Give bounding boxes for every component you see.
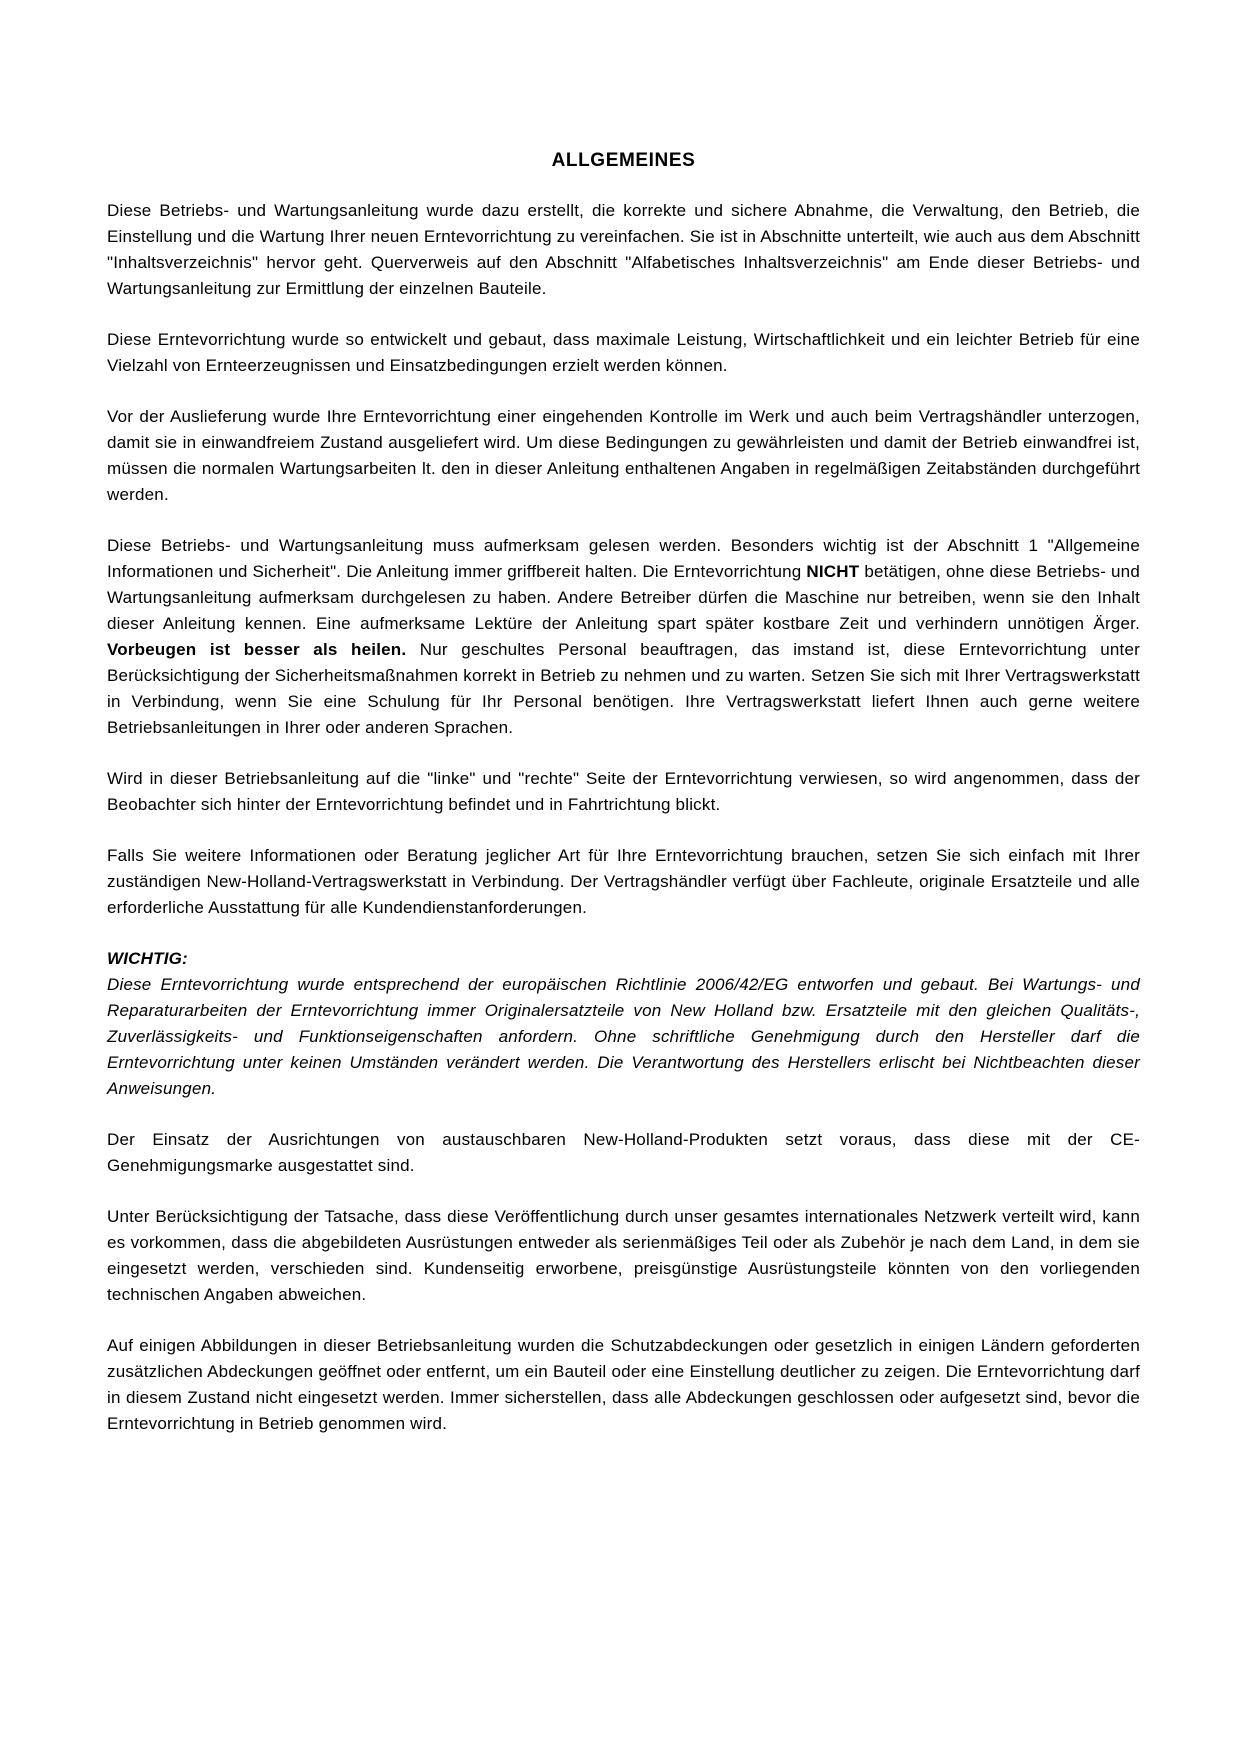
paragraph-manual-reading bbox=[107, 533, 1140, 741]
important-note-label: WICHTIG: bbox=[107, 949, 188, 968]
manual-reading-text-3: Nur geschultes Personal beauftragen, das imstand ist, diese Erntevorrichtung unter Berücksichtigung der Sicherheitsmaßnahmen korrekt in Betrieb zu nehmen und zu warten. Setzen Sie sich mit Ihrer Vertragswerkstatt in Verbindung, wenn Sie eine Schulung für Ihr Personal benötigen. Ihre Vertragswerkstatt liefert Ihnen auch gerne weitere Betriebsanleitungen in Ihrer oder anderen Sprachen. bbox=[107, 640, 1140, 737]
important-note-body: Diese Erntevorrichtung wurde entsprechend der europäischen Richtlinie 2006/42/EG entworfen und gebaut. Bei Wartungs- und Reparaturarbeiten der Erntevorrichtung immer Originalersatzteile von New Holland bzw. Ersatzteile mit den gleichen Qualitäts-, Zuverlässigkeits- und Funktionseigenschaften anfordern. Ohne schriftliche Genehmigung durch den Hersteller darf die Erntevorrichtung unter keinen Umständen verändert werden. Die Verantwortung des Herstellers erlischt bei Nichtbeachten dieser Anweisungen. bbox=[107, 975, 1140, 1098]
paragraph-pre-delivery: Vor der Auslieferung wurde Ihre Erntevorrichtung einer eingehenden Kontrolle im Werk und auch beim Vertragshändler unterzogen, damit sie in einwandfreiem Zustand ausgeliefert wird. Um diese Bedingungen zu gewährleisten und damit der Betrieb einwandfrei ist, müssen die normalen Wartungsarbeiten lt. den in dieser Anleitung enthaltenen Angaben in regelmäßigen Zeitabständen durchgeführt werden. bbox=[107, 407, 1140, 504]
manual-reading-emphasis-nicht: NICHT bbox=[806, 562, 860, 581]
paragraph-ce-mark: Der Einsatz der Ausrichtungen von austauschbaren New-Holland-Produkten setzt voraus, dass diese mit der CE-Genehmigungsmarke ausgestattet sind. bbox=[107, 1130, 1140, 1175]
manual-reading-text-2: betätigen, ohne diese Betriebs- und Wartungsanleitung aufmerksam durchgelesen zu haben. Andere Betreiber dürfen die Maschine nur betreiben, wenn sie den Inhalt dieser Anleitung kennen. Eine aufmerksame Lektüre der Anleitung spart später kostbare Zeit und verhindern unnötigen Ärger. bbox=[107, 562, 1140, 633]
paragraph-purpose: Diese Betriebs- und Wartungsanleitung wurde dazu erstellt, die korrekte und sichere Abnahme, die Verwaltung, den Betrieb, die Einstellung und die Wartung Ihrer neuen Erntevorrichtung zu vereinfachen. Sie ist in Abschnitte unterteilt, wie auch aus dem Abschnitt "Inhaltsverzeichnis" hervor geht. Querverweis auf den Abschnitt "Alfabetisches Inhaltsverzeichnis" am Ende dieser Betriebs- und Wartungsanleitung zur Ermittlung der einzelnen Bauteile. bbox=[107, 201, 1140, 298]
paragraph-illustrations: Auf einigen Abbildungen in dieser Betriebsanleitung wurden die Schutzabdeckungen oder gesetzlich in einigen Ländern geforderten zusätzlichen Abdeckungen geöffnet oder entfernt, um ein Bauteil oder eine Einstellung deutlicher zu zeigen. Die Erntevorrichtung darf in diesem Zustand nicht eingesetzt werden. Immer sicherstellen, dass alle Abdeckungen geschlossen oder aufgesetzt sind, bevor die Erntevorrichtung in Betrieb genommen wird. bbox=[107, 1336, 1140, 1433]
paragraph-orientation: Wird in dieser Betriebsanleitung auf die "linke" und "rechte" Seite der Erntevorrichtung verwiesen, so wird angenommen, dass der Beobachter sich hinter der Erntevorrichtung befindet und in Fahrtrichtung blickt. bbox=[107, 769, 1140, 814]
paragraph-dealer-support: Falls Sie weitere Informationen oder Beratung jeglicher Art für Ihre Erntevorrichtung brauchen, setzen Sie sich einfach mit Ihrer zuständigen New-Holland-Vertragswerkstatt in Verbindung. Der Vertragshändler verfügt über Fachleute, originale Ersatzteile und alle erforderliche Ausstattung für alle Kundendienstanforderungen. bbox=[107, 846, 1140, 917]
page-title: ALLGEMEINES bbox=[551, 150, 696, 171]
paragraph-international-network: Unter Berücksichtigung der Tatsache, dass diese Veröffentlichung durch unser gesamtes internationales Netzwerk verteilt wird, kann es vorkommen, dass die abgebildeten Ausrüstungen entweder als serienmäßiges Teil oder als Zubehör je nach dem Land, in dem sie eingesetzt werden, verschieden sind. Kundenseitig erworbene, preisgünstige Ausrüstungsteile könnten von den vorliegenden technischen Angaben abweichen. bbox=[107, 1207, 1140, 1304]
manual-reading-emphasis-prevention: Vorbeugen ist besser als heilen. bbox=[107, 640, 407, 659]
manual-reading-text-1: Diese Betriebs- und Wartungsanleitung muss aufmerksam gelesen werden. Besonders wichtig ist der Abschnitt 1 "Allgemeine Informationen und Sicherheit". Die Anleitung immer griffbereit halten. Die Erntevorrichtung bbox=[107, 536, 1140, 581]
important-note bbox=[107, 946, 1140, 1102]
paragraph-design-goal: Diese Erntevorrichtung wurde so entwickelt und gebaut, dass maximale Leistung, Wirtschaftlichkeit und ein leichter Betrieb für eine Vielzahl von Ernteerzeugnissen und Einsatzbedingungen erzielt werden können. bbox=[107, 330, 1140, 375]
